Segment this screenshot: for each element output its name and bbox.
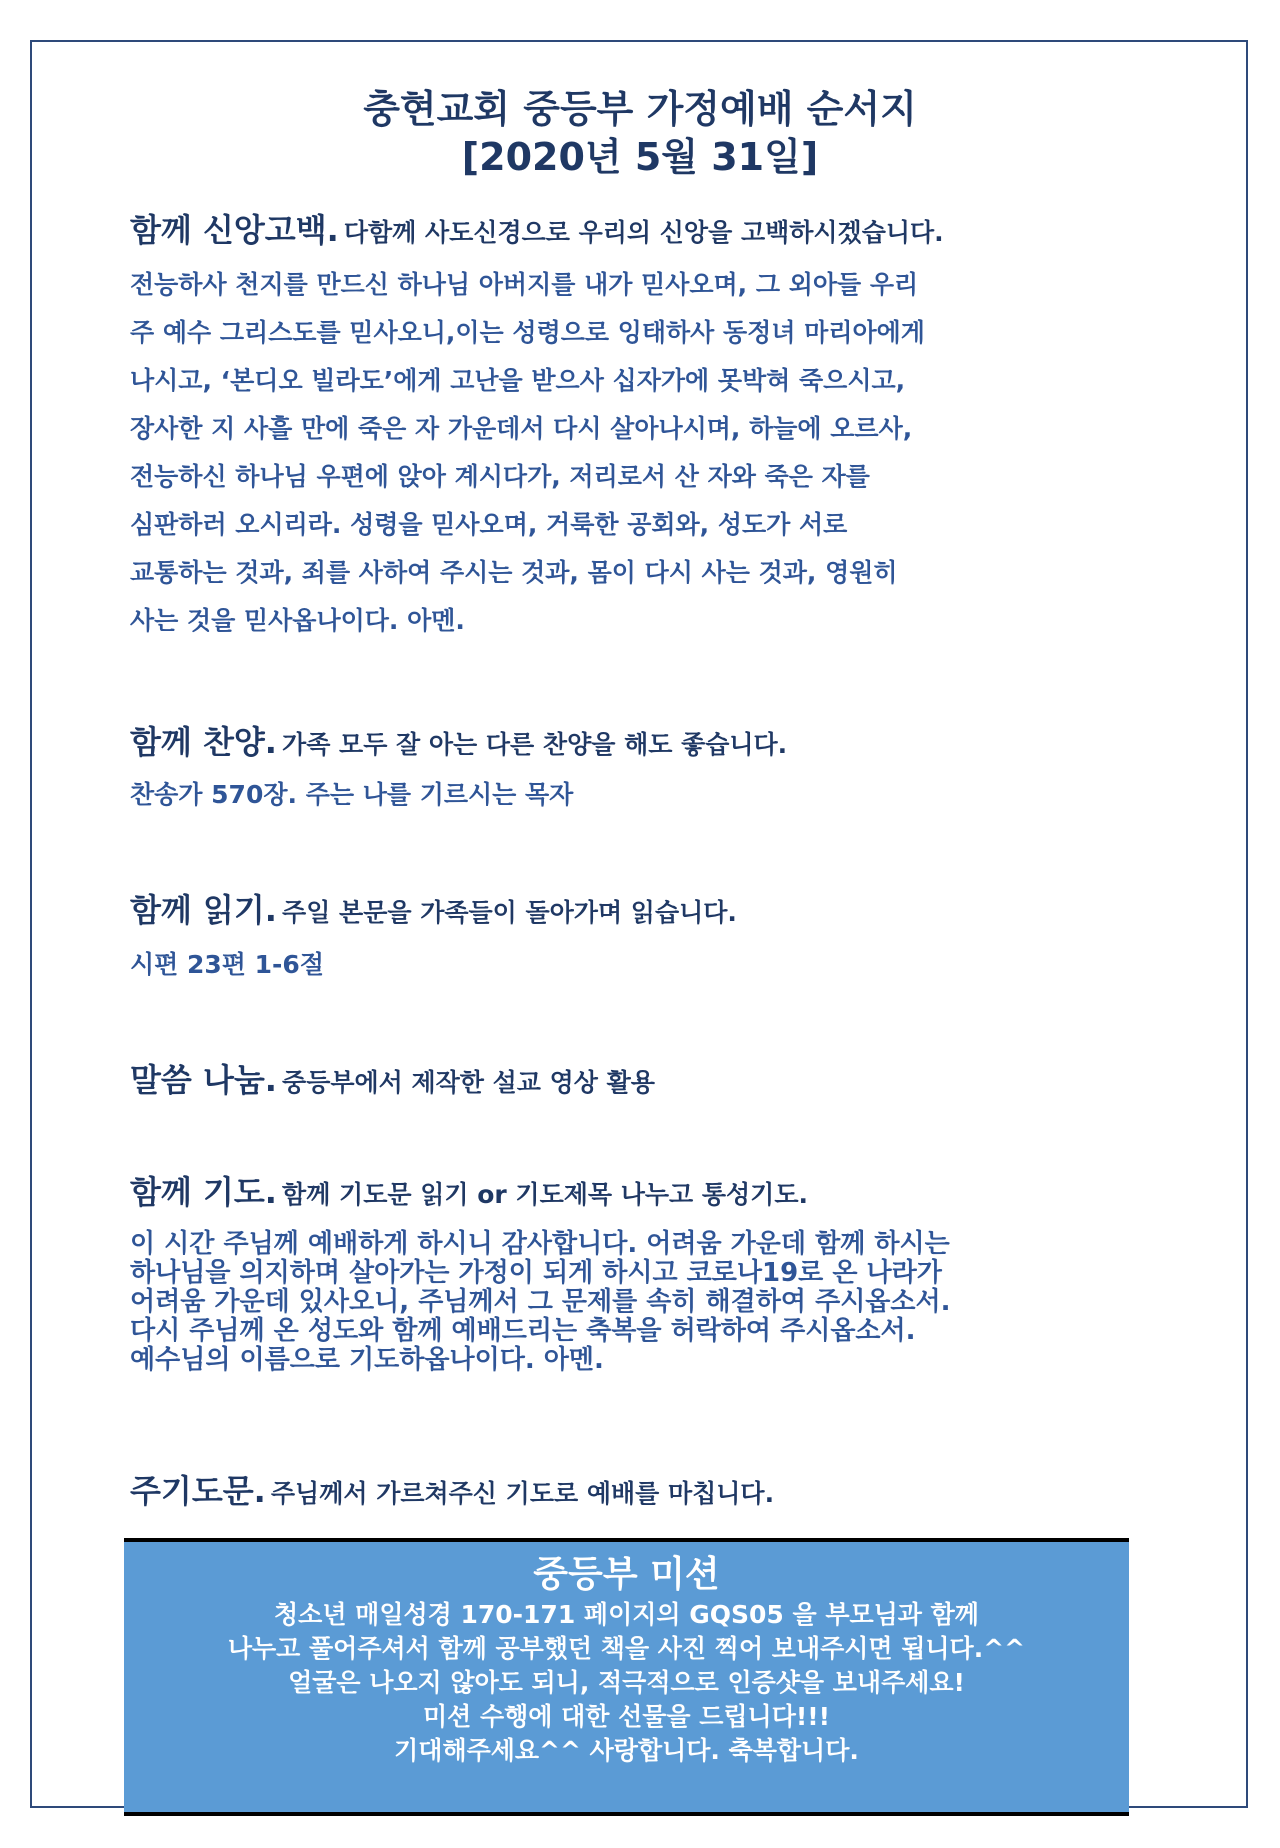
praise-heading: 함께 찬양. — [130, 723, 277, 761]
mission-title: 중등부 미션 — [533, 1554, 720, 1595]
creed-line: 나시고, ‘본디오 빌라도’에게 고난을 받으사 십자가에 못박혀 죽으시고, — [130, 366, 906, 395]
creed-line: 교통하는 것과, 죄를 사하여 주시는 것과, 몸이 다시 사는 것과, 영원히 — [130, 558, 898, 587]
prayer-text — [130, 1230, 951, 1375]
lords-prayer-description: 주님께서 가르쳐주신 기도로 예배를 마칩니다. — [270, 1479, 775, 1508]
page-date: [2020년 5월 31일] — [461, 135, 819, 179]
reading-heading: 함께 읽기. — [130, 891, 277, 929]
prayer-line: 어려움 가운데 있사오니, 주님께서 그 문제를 속히 해결하여 주시옵소서. — [130, 1287, 951, 1317]
mission-line: 기대해주세요^^ 사랑합니다. 축복합니다. — [394, 1736, 859, 1765]
mission-line: 청소년 매일성경 170-171 페이지의 GQS05 을 부모님과 함께 — [274, 1600, 979, 1629]
praise-description: 가족 모두 잘 아는 다른 찬양을 해도 좋습니다. — [282, 730, 788, 759]
scripture-line: 시편 23편 1-6절 — [130, 950, 324, 979]
prayer-section-heading — [130, 1167, 808, 1213]
creed-line: 심판하러 오시리라. 성령을 믿사오며, 거룩한 공회와, 성도가 서로 — [130, 510, 848, 539]
mission-line: 얼굴은 나오지 않아도 되니, 적극적으로 인증샷을 보내주세요! — [288, 1668, 965, 1697]
creed-line: 전능하사 천지를 만드신 하나님 아버지를 내가 믿사오며, 그 외아들 우리 — [130, 270, 919, 299]
sermon-section-heading — [130, 1055, 655, 1101]
creed-section-heading — [130, 205, 944, 251]
prayer-description: 함께 기도문 읽기 or 기도제목 나누고 통성기도. — [282, 1180, 808, 1209]
creed-line: 주 예수 그리스도를 믿사오니,이는 성령으로 잉태하사 동정녀 마리아에게 — [130, 318, 925, 347]
mission-line: 미션 수행에 대한 선물을 드립니다!!! — [422, 1702, 831, 1731]
sermon-description: 중등부에서 제작한 설교 영상 활용 — [282, 1068, 655, 1097]
page-title: 충현교회 중등부 가정예배 순서지 — [363, 87, 917, 131]
prayer-line: 예수님의 이름으로 기도하옵나이다. 아멘. — [130, 1345, 604, 1375]
creed-heading: 함께 신앙고백. — [130, 211, 339, 249]
creed-line: 사는 것을 믿사옵나이다. 아멘. — [130, 606, 465, 635]
creed-line: 장사한 지 사흘 만에 죽은 자 가운데서 다시 살아나시며, 하늘에 오르사, — [130, 414, 913, 443]
prayer-line: 다시 주님께 온 성도와 함께 예배드리는 축복을 허락하여 주시옵소서. — [130, 1316, 916, 1346]
sermon-heading: 말씀 나눔. — [130, 1061, 277, 1099]
prayer-line: 이 시간 주님께 예배하게 하시니 감사합니다. 어려움 가운데 함께 하시는 — [130, 1229, 950, 1259]
mission-box — [124, 1538, 1129, 1816]
reading-section-heading — [130, 885, 737, 931]
prayer-heading: 함께 기도. — [130, 1173, 277, 1211]
hymn-line: 찬송가 570장. 주는 나를 기르시는 목자 — [130, 780, 574, 809]
lords-prayer-heading: 주기도문. — [130, 1472, 266, 1510]
lords-prayer-section-heading — [130, 1466, 774, 1512]
mission-line: 나누고 풀어주셔서 함께 공부했던 책을 사진 찍어 보내주시면 됩니다.^^ — [227, 1634, 1026, 1663]
praise-section-heading — [130, 717, 787, 763]
creed-description: 다함께 사도신경으로 우리의 신앙을 고백하시겠습니다. — [343, 218, 944, 247]
prayer-line: 하나님을 의지하며 살아가는 가정이 되게 하시고 코로나19로 온 나라가 — [130, 1258, 942, 1288]
creed-line: 전능하신 하나님 우편에 앉아 계시다가, 저리로서 산 자와 죽은 자를 — [130, 462, 870, 491]
reading-description: 주일 본문을 가족들이 돌아가며 읽습니다. — [282, 898, 737, 927]
